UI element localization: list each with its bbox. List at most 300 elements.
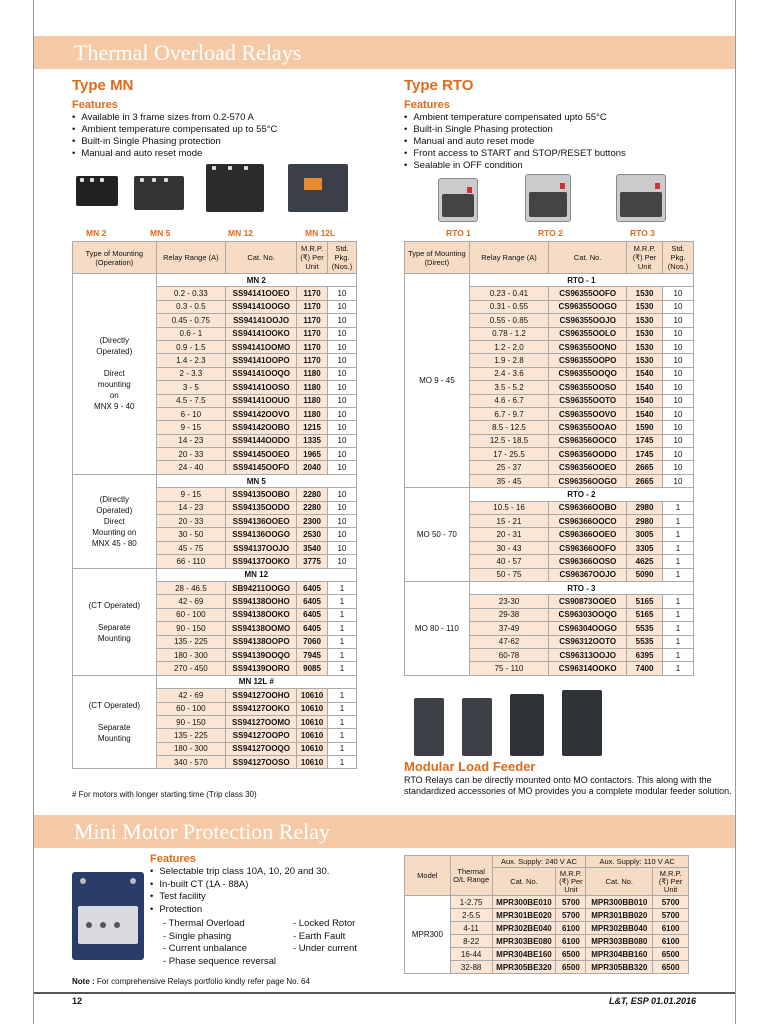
relay-range: 0.31 - 0.55 xyxy=(469,300,549,313)
cat-no: CS96366OOEO xyxy=(549,528,627,541)
std-pkg: 1 xyxy=(328,702,357,715)
relay-range: 75 - 110 xyxy=(469,662,549,675)
std-pkg: 1 xyxy=(663,608,694,621)
table-group-row xyxy=(405,274,694,287)
std-pkg: 10 xyxy=(663,340,694,353)
protection-item: - Thermal Overload xyxy=(163,918,245,929)
mrp: 1530 xyxy=(627,287,663,300)
mrp-110: 6100 xyxy=(653,935,689,948)
feature-item: • Available in 3 frame sizes from 0.2-570 A xyxy=(72,112,392,124)
mrp: 2665 xyxy=(627,461,663,474)
mn-relay-table xyxy=(72,241,357,769)
table-group-row xyxy=(73,675,357,688)
mrp: 1170 xyxy=(297,287,328,300)
feeder-unit-image-4 xyxy=(562,690,602,756)
mounting-line: MO 9 - 45 xyxy=(419,376,455,386)
mn2-relay-image xyxy=(76,176,118,206)
mpr-header-aux110: Aux. Supply: 110 V AC xyxy=(586,856,689,868)
caption-mn2: MN 2 xyxy=(86,228,107,238)
feature-item: • Selectable trip class 10A, 10, 20 and 30. xyxy=(150,866,390,879)
table-header: Type of Mounting (Direct) xyxy=(405,242,470,274)
relay-range: 10.5 - 16 xyxy=(469,501,549,514)
relay-range: 30 - 50 xyxy=(156,528,226,541)
mounting-line: MNX 45 - 80 xyxy=(91,538,137,548)
cat-no: CS96355OOPO xyxy=(549,354,627,367)
relay-range: 30 - 43 xyxy=(469,541,549,554)
relay-range: 270 - 450 xyxy=(156,662,226,675)
mn12l-image-wrap xyxy=(288,164,348,212)
relay-range: 0.6 - 1 xyxy=(156,327,226,340)
table-group-row xyxy=(73,274,357,287)
mrp: 1170 xyxy=(297,354,328,367)
mrp: 1530 xyxy=(627,340,663,353)
relay-range: 66 - 110 xyxy=(156,555,226,568)
mrp-240: 6500 xyxy=(556,961,586,974)
mrp: 6405 xyxy=(297,595,328,608)
std-pkg: 1 xyxy=(663,528,694,541)
cat-no: CS96366OOFO xyxy=(549,541,627,554)
std-pkg: 10 xyxy=(328,327,357,340)
relay-range: 20 - 31 xyxy=(469,528,549,541)
mmpr-note-label: Note : xyxy=(72,977,95,986)
cat-no: CS96314OOKO xyxy=(549,662,627,675)
mrp: 1170 xyxy=(297,327,328,340)
mrp: 7400 xyxy=(627,662,663,675)
mn-product-images xyxy=(76,176,118,206)
relay-range: 90 - 150 xyxy=(156,715,226,728)
group-title: MN 12L # xyxy=(156,675,356,688)
mpr-header-model: Model xyxy=(405,856,451,896)
mrp-240: 6100 xyxy=(556,935,586,948)
cat-no: CS90873OOEO xyxy=(549,595,627,608)
cat-no: CS96355OOVO xyxy=(549,407,627,420)
type-mn-title: Type MN xyxy=(72,77,134,94)
thermal-range: 16-44 xyxy=(450,948,492,961)
relay-range: 3 - 5 xyxy=(156,381,226,394)
table-header: Relay Range (A) xyxy=(156,242,226,274)
relay-range: 180 - 300 xyxy=(156,648,226,661)
relay-range: 0.9 - 1.5 xyxy=(156,340,226,353)
cat-no-240: MPR303BE080 xyxy=(492,935,556,948)
mounting-line: mounting xyxy=(97,380,131,390)
mrp: 2040 xyxy=(297,461,328,474)
mounting-line: Direct xyxy=(103,369,125,379)
std-pkg: 1 xyxy=(663,648,694,661)
std-pkg: 10 xyxy=(663,434,694,447)
mpr-header-aux240: Aux. Supply: 240 V AC xyxy=(492,856,586,868)
relay-range: 14 - 23 xyxy=(156,434,226,447)
group-title: MN 5 xyxy=(156,474,356,487)
cat-no: CS96355OOAO xyxy=(549,421,627,434)
feature-item: • Test facility xyxy=(150,891,390,904)
std-pkg: 1 xyxy=(328,662,357,675)
mpr-header-range: Thermal O/L Range xyxy=(450,856,492,896)
modular-feeder-body: RTO Relays can be directly mounted onto MO contactors. This along with the standardized accessories of MO provides you a complete modular feeder solution. xyxy=(404,775,732,796)
cat-no: SS94141OOGO xyxy=(226,300,297,313)
feature-item: • Built-in Single Phasing protection xyxy=(404,124,724,136)
caption-mn12l: MN 12L xyxy=(305,228,336,238)
cat-no: SS94145OOFO xyxy=(226,461,297,474)
mrp: 1170 xyxy=(297,314,328,327)
relay-range: 42 - 69 xyxy=(156,595,226,608)
rto1-relay-image xyxy=(438,178,478,222)
mmpr-protection-right xyxy=(293,918,357,956)
relay-range: 20 - 33 xyxy=(156,515,226,528)
cat-no: SS94141OOKO xyxy=(226,327,297,340)
std-pkg: 10 xyxy=(328,488,357,501)
group-title: RTO - 3 xyxy=(469,581,693,594)
mrp: 3775 xyxy=(297,555,328,568)
mrp: 10610 xyxy=(297,689,328,702)
mrp: 2280 xyxy=(297,501,328,514)
relay-range: 9 - 15 xyxy=(156,488,226,501)
feeder-unit-image-1 xyxy=(414,698,444,756)
relay-range: 29-38 xyxy=(469,608,549,621)
std-pkg: 1 xyxy=(663,515,694,528)
mpr-header-cat-240: Cat. No. xyxy=(492,868,556,896)
cat-no: SS94135OOBO xyxy=(226,488,297,501)
mounting-line: MO 80 - 110 xyxy=(414,623,459,633)
std-pkg: 1 xyxy=(328,742,357,755)
group-title: RTO - 2 xyxy=(469,488,693,501)
feeder-unit-image-2 xyxy=(462,698,492,756)
thermal-range: 4-11 xyxy=(450,922,492,935)
std-pkg: 1 xyxy=(663,662,694,675)
cat-no-110: MPR302BB040 xyxy=(586,922,653,935)
mrp-110: 6500 xyxy=(653,948,689,961)
relay-range: 0.3 - 0.5 xyxy=(156,300,226,313)
feature-item: • Manual and auto reset mode xyxy=(404,136,724,148)
mounting-line: Direct xyxy=(103,516,125,526)
mpr-header-cat-110: Cat. No. xyxy=(586,868,653,896)
mmpr-protection-left xyxy=(163,918,276,968)
std-pkg: 1 xyxy=(328,756,357,769)
relay-range: 6.7 - 9.7 xyxy=(469,407,549,420)
relay-range: 25 - 37 xyxy=(469,461,549,474)
mmpr-note-text: For comprehensive Relays portfolio kindly refer page No. 64 xyxy=(94,977,310,986)
cat-no: SS94127OOSO xyxy=(226,756,297,769)
mrp: 1745 xyxy=(627,448,663,461)
relay-range: 37-49 xyxy=(469,622,549,635)
cat-no-110: MPR305BB320 xyxy=(586,961,653,974)
mounting-cell xyxy=(73,675,157,769)
mrp: 2980 xyxy=(627,501,663,514)
std-pkg: 1 xyxy=(663,555,694,568)
mounting-line xyxy=(75,711,154,722)
mn12-image-wrap xyxy=(206,164,264,212)
mrp: 5535 xyxy=(627,622,663,635)
mounting-line: Mounting xyxy=(97,633,131,643)
group-title: MN 2 xyxy=(156,274,356,287)
std-pkg: 10 xyxy=(328,555,357,568)
mn12-relay-image xyxy=(206,164,264,212)
std-pkg: 1 xyxy=(328,635,357,648)
std-pkg: 10 xyxy=(663,421,694,434)
relay-range: 40 - 57 xyxy=(469,555,549,568)
cat-no: CS96355OOGO xyxy=(549,300,627,313)
cat-no: CS96355OOFO xyxy=(549,287,627,300)
std-pkg: 10 xyxy=(328,541,357,554)
caption-mn12: MN 12 xyxy=(228,228,254,238)
relay-range: 50 - 75 xyxy=(469,568,549,581)
cat-no: SS94141OOPO xyxy=(226,354,297,367)
relay-range: 60-78 xyxy=(469,648,549,661)
cat-no: SS94141OOJO xyxy=(226,314,297,327)
relay-range: 23-30 xyxy=(469,595,549,608)
feature-item: • Protection xyxy=(150,904,390,917)
relay-range: 28 - 46.5 xyxy=(156,581,226,594)
relay-range: 0.45 - 0.75 xyxy=(156,314,226,327)
mounting-line: (Directly xyxy=(99,336,129,346)
table-header: Relay Range (A) xyxy=(469,242,549,274)
relay-range: 17 - 25.5 xyxy=(469,448,549,461)
cat-no: CS96312OOTO xyxy=(549,635,627,648)
std-pkg: 10 xyxy=(328,461,357,474)
std-pkg: 10 xyxy=(328,287,357,300)
relay-range: 2.4 - 3.6 xyxy=(469,367,549,380)
mrp: 10610 xyxy=(297,729,328,742)
std-pkg: 10 xyxy=(663,327,694,340)
mounting-cell xyxy=(73,474,157,568)
mounting-line: (CT Operated) xyxy=(88,701,140,711)
mounting-cell xyxy=(405,274,470,488)
cat-no: SS94138OOKO xyxy=(226,608,297,621)
cat-no: SS94145OOEO xyxy=(226,448,297,461)
std-pkg: 10 xyxy=(663,300,694,313)
mn5-image-wrap xyxy=(134,176,184,210)
model-cell: MPR300 xyxy=(405,896,451,974)
std-pkg: 10 xyxy=(663,394,694,407)
cat-no: CS96367OOJO xyxy=(549,568,627,581)
section-title-thermal-overload: Thermal Overload Relays xyxy=(34,36,735,69)
caption-mn5: MN 5 xyxy=(150,228,171,238)
cat-no: CS96366OOCO xyxy=(549,515,627,528)
protection-item: - Earth Fault xyxy=(293,930,346,942)
mrp: 1335 xyxy=(297,434,328,447)
mrp: 1170 xyxy=(297,340,328,353)
cat-no-110: MPR304BB160 xyxy=(586,948,653,961)
mrp: 6405 xyxy=(297,608,328,621)
mrp: 10610 xyxy=(297,715,328,728)
std-pkg: 10 xyxy=(328,407,357,420)
std-pkg: 10 xyxy=(328,354,357,367)
mrp: 1540 xyxy=(627,394,663,407)
cat-no: SB94211OOGO xyxy=(226,581,297,594)
cat-no: SS94141OOQO xyxy=(226,367,297,380)
mounting-line: Mounting xyxy=(97,734,131,744)
table-header: M.R.P. (₹) Per Unit xyxy=(297,242,328,274)
mrp: 1180 xyxy=(297,381,328,394)
table-header: Std. Pkg. (Nos.) xyxy=(663,242,694,274)
cat-no: CS96366OOSO xyxy=(549,555,627,568)
mrp: 1745 xyxy=(627,434,663,447)
std-pkg: 1 xyxy=(328,622,357,635)
relay-range: 42 - 69 xyxy=(156,689,226,702)
rto2-relay-image xyxy=(525,174,571,222)
mn12l-relay-image xyxy=(288,164,348,212)
cat-no: SS94138OOPO xyxy=(226,635,297,648)
mrp: 2280 xyxy=(297,488,328,501)
cat-no: SS94127OOKO xyxy=(226,702,297,715)
thermal-range: 2-5.5 xyxy=(450,909,492,922)
std-pkg: 10 xyxy=(328,421,357,434)
std-pkg: 10 xyxy=(328,434,357,447)
caption-rto1: RTO 1 xyxy=(446,228,471,238)
std-pkg: 10 xyxy=(328,528,357,541)
protection-item: - Current unbalance xyxy=(163,943,247,954)
table-group-row xyxy=(73,474,357,487)
std-pkg: 10 xyxy=(328,394,357,407)
cat-no: SS94136OOEO xyxy=(226,515,297,528)
cat-no: SS94141OOEO xyxy=(226,287,297,300)
std-pkg: 10 xyxy=(663,448,694,461)
cat-no-240: MPR301BE020 xyxy=(492,909,556,922)
mrp: 2980 xyxy=(627,515,663,528)
mrp-240: 6500 xyxy=(556,948,586,961)
std-pkg: 1 xyxy=(328,608,357,621)
cat-no: SS94135OODO xyxy=(226,501,297,514)
cat-no: CS96304OOGO xyxy=(549,622,627,635)
std-pkg: 10 xyxy=(328,340,357,353)
std-pkg: 10 xyxy=(663,381,694,394)
footer-edition: L&T, ESP 01.01.2016 xyxy=(608,996,696,1006)
std-pkg: 10 xyxy=(663,354,694,367)
cat-no: CS96355OOQO xyxy=(549,367,627,380)
mrp: 6395 xyxy=(627,648,663,661)
cat-no: SS94127OOMO xyxy=(226,715,297,728)
mounting-cell xyxy=(405,488,470,582)
mrp-110: 5700 xyxy=(653,896,689,909)
relay-range: 4.6 - 6.7 xyxy=(469,394,549,407)
cat-no: CS96355OOSO xyxy=(549,381,627,394)
relay-range: 45 - 75 xyxy=(156,541,226,554)
std-pkg: 1 xyxy=(663,568,694,581)
mrp: 1180 xyxy=(297,394,328,407)
relay-range: 6 - 10 xyxy=(156,407,226,420)
mounting-line: Operated) xyxy=(96,505,133,515)
mrp: 1170 xyxy=(297,300,328,313)
protection-item: - Under current xyxy=(293,943,357,954)
mrp: 3305 xyxy=(627,541,663,554)
mounting-cell xyxy=(73,274,157,475)
group-title: RTO - 1 xyxy=(469,274,693,287)
relay-range: 24 - 40 xyxy=(156,461,226,474)
cat-no: SS94138OOHO xyxy=(226,595,297,608)
std-pkg: 10 xyxy=(328,448,357,461)
cat-no: SS94141OOMO xyxy=(226,340,297,353)
mounting-cell xyxy=(405,581,470,675)
cat-no-240: MPR302BE040 xyxy=(492,922,556,935)
mrp: 1215 xyxy=(297,421,328,434)
std-pkg: 10 xyxy=(328,300,357,313)
relay-range: 0.2 - 0.33 xyxy=(156,287,226,300)
table-header: Cat. No. xyxy=(549,242,627,274)
std-pkg: 10 xyxy=(328,367,357,380)
std-pkg: 10 xyxy=(328,515,357,528)
mrp: 1965 xyxy=(297,448,328,461)
type-rto-title: Type RTO xyxy=(404,77,474,94)
relay-range: 1.2 - 2.0 xyxy=(469,340,549,353)
mrp: 6405 xyxy=(297,581,328,594)
type-mn-features-title: Features xyxy=(72,99,118,111)
mounting-line: (CT Operated) xyxy=(88,600,140,610)
mrp: 1180 xyxy=(297,407,328,420)
cat-no: CS96356OODO xyxy=(549,448,627,461)
std-pkg: 1 xyxy=(328,715,357,728)
mrp: 1530 xyxy=(627,300,663,313)
rto-relay-table xyxy=(404,241,694,676)
relay-range: 90 - 150 xyxy=(156,622,226,635)
mrp-240: 5700 xyxy=(556,909,586,922)
mounting-line: on xyxy=(109,391,119,401)
mn5-relay-image xyxy=(134,176,184,210)
mrp: 1590 xyxy=(627,421,663,434)
mn-table-footnote: # For motors with longer starting time (Trip class 30) xyxy=(72,790,257,799)
mrp: 9085 xyxy=(297,662,328,675)
feature-item: • Sealable in OFF condition xyxy=(404,160,724,172)
std-pkg: 1 xyxy=(663,541,694,554)
table-header: Type of Mounting (Operation) xyxy=(73,242,157,274)
cat-no: SS94142OOVO xyxy=(226,407,297,420)
feature-item: • Ambient temperature compensated up to 55°C xyxy=(72,124,392,136)
mounting-cell xyxy=(73,568,157,675)
mounting-line: MO 50 - 70 xyxy=(416,530,457,540)
mini-motor-protection-relay-image xyxy=(72,872,144,960)
relay-range: 35 - 45 xyxy=(469,474,549,487)
mrp: 10610 xyxy=(297,756,328,769)
mmpr-features-list xyxy=(150,866,390,916)
table-group-row xyxy=(73,568,357,581)
std-pkg: 1 xyxy=(328,595,357,608)
relay-range: 15 - 21 xyxy=(469,515,549,528)
cat-no: SS94138OOMO xyxy=(226,622,297,635)
mounting-line: Operated) xyxy=(96,347,133,357)
relay-range: 20 - 33 xyxy=(156,448,226,461)
feature-item: • Manual and auto reset mode xyxy=(72,148,392,160)
cat-no: SS94141OOSO xyxy=(226,381,297,394)
rto1-image-wrap xyxy=(438,178,478,222)
relay-range: 9 - 15 xyxy=(156,421,226,434)
relay-range: 1.9 - 2.8 xyxy=(469,354,549,367)
cat-no: SS94141OOUO xyxy=(226,394,297,407)
std-pkg: 10 xyxy=(663,287,694,300)
mrp: 5165 xyxy=(627,595,663,608)
thermal-range: 1-2.75 xyxy=(450,896,492,909)
std-pkg: 10 xyxy=(328,381,357,394)
std-pkg: 1 xyxy=(328,689,357,702)
mrp: 1180 xyxy=(297,367,328,380)
relay-range: 14 - 23 xyxy=(156,501,226,514)
cat-no: CS96356OOEO xyxy=(549,461,627,474)
cat-no: SS94137OOKO xyxy=(226,555,297,568)
relay-range: 60 - 100 xyxy=(156,702,226,715)
cat-no: SS94137OOJO xyxy=(226,541,297,554)
mounting-line: MNX 9 - 40 xyxy=(94,402,135,412)
cat-no: SS94127OOPO xyxy=(226,729,297,742)
cat-no-240: MPR300BE010 xyxy=(492,896,556,909)
mrp: 2300 xyxy=(297,515,328,528)
relay-range: 3.5 - 5.2 xyxy=(469,381,549,394)
cat-no-240: MPR305BE320 xyxy=(492,961,556,974)
cat-no: CS96356OOCO xyxy=(549,434,627,447)
mrp: 5535 xyxy=(627,635,663,648)
caption-rto2: RTO 2 xyxy=(538,228,563,238)
feature-item: • Front access to START and STOP/RESET buttons xyxy=(404,148,724,160)
feature-item: • Built-in Single Phasing protection xyxy=(72,136,392,148)
std-pkg: 1 xyxy=(663,595,694,608)
mrp-240: 6100 xyxy=(556,922,586,935)
mrp-110: 5700 xyxy=(653,909,689,922)
